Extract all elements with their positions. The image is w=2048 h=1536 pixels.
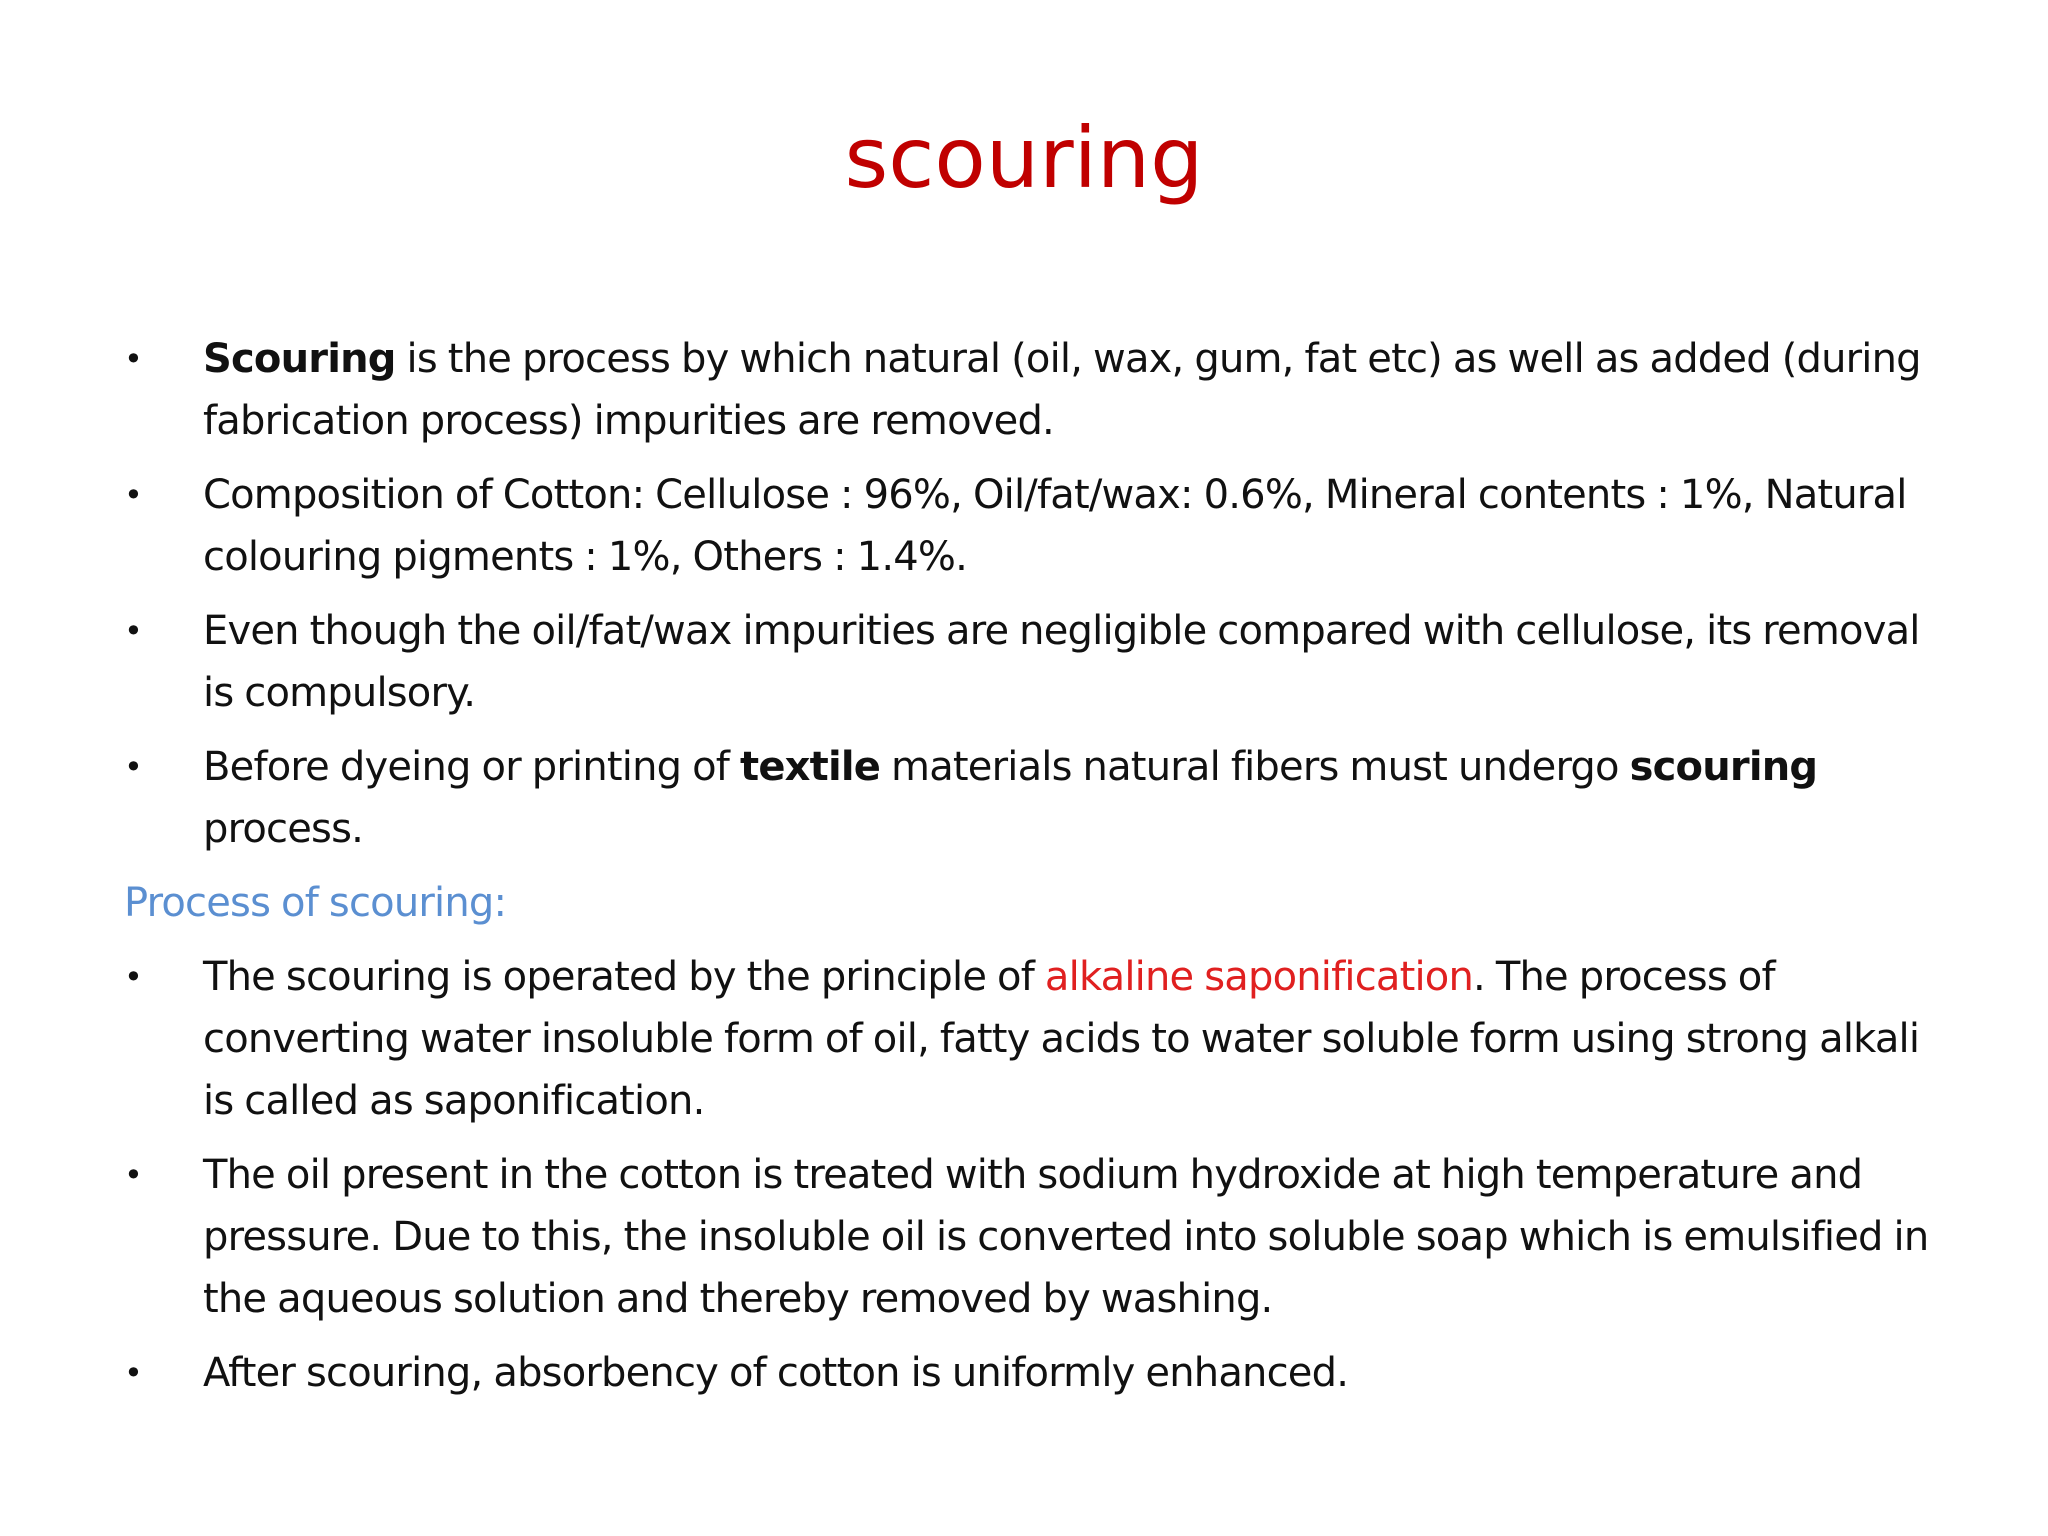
bullet-text: Even though the oil/fat/wax impurities are negligible compared with cellulose, its removal is compulsory.	[203, 608, 1920, 716]
bullet-item-impurity-removal	[124, 600, 1954, 724]
slide-body	[124, 328, 1954, 1416]
highlighted-term: alkaline saponification	[1044, 954, 1474, 1000]
bold-term: textile	[740, 744, 881, 790]
bullet-item-absorbency	[124, 1342, 1954, 1404]
bullet-text: process.	[203, 806, 364, 852]
bold-term: scouring	[1629, 744, 1818, 790]
bullet-dot: •	[124, 1354, 143, 1392]
bullet-text: materials natural fibers must undergo	[880, 744, 1630, 790]
bullet-item-before-dyeing	[124, 736, 1954, 860]
bullet-dot: •	[124, 748, 143, 786]
bullet-text: The oil present in the cotton is treated with sodium hydroxide at high temperature and pressure. Due to this, the insoluble oil is converted into soluble soap which is emulsified in the aqueous solution and thereby removed by washing.	[203, 1152, 1929, 1322]
bullet-text: . The process of converting water insoluble form of oil, fatty acids to water soluble form using strong alkali is called as saponification.	[203, 954, 1920, 1124]
bullet-item-sodium-hydroxide	[124, 1144, 1954, 1330]
bullet-text: The scouring is operated by the principle of	[203, 954, 1045, 1000]
bold-term: Scouring	[203, 336, 396, 382]
bullet-dot: •	[124, 1156, 143, 1194]
slide-title: scouring	[844, 109, 1204, 207]
bullet-text: Composition of Cotton: Cellulose : 96%, Oil/fat/wax: 0.6%, Mineral contents : 1%, Natural colouring pigments : 1%, Others : 1.4%.	[203, 472, 1907, 580]
bullet-dot: •	[124, 612, 143, 650]
bullet-item-saponification	[124, 946, 1954, 1132]
bullet-text: Before dyeing or printing of	[203, 744, 740, 790]
section-subheading: Process of scouring:	[124, 880, 507, 926]
bullet-dot: •	[124, 340, 143, 378]
bullet-dot: •	[124, 958, 143, 996]
bullet-item-cotton-composition	[124, 464, 1954, 588]
bullet-dot: •	[124, 476, 143, 514]
bullet-text: After scouring, absorbency of cotton is uniformly enhanced.	[203, 1350, 1349, 1396]
bullet-item-scouring-definition	[124, 328, 1954, 452]
bullet-text: is the process by which natural (oil, wax, gum, fat etc) as well as added (during fabrication process) impurities are removed.	[203, 336, 1921, 444]
